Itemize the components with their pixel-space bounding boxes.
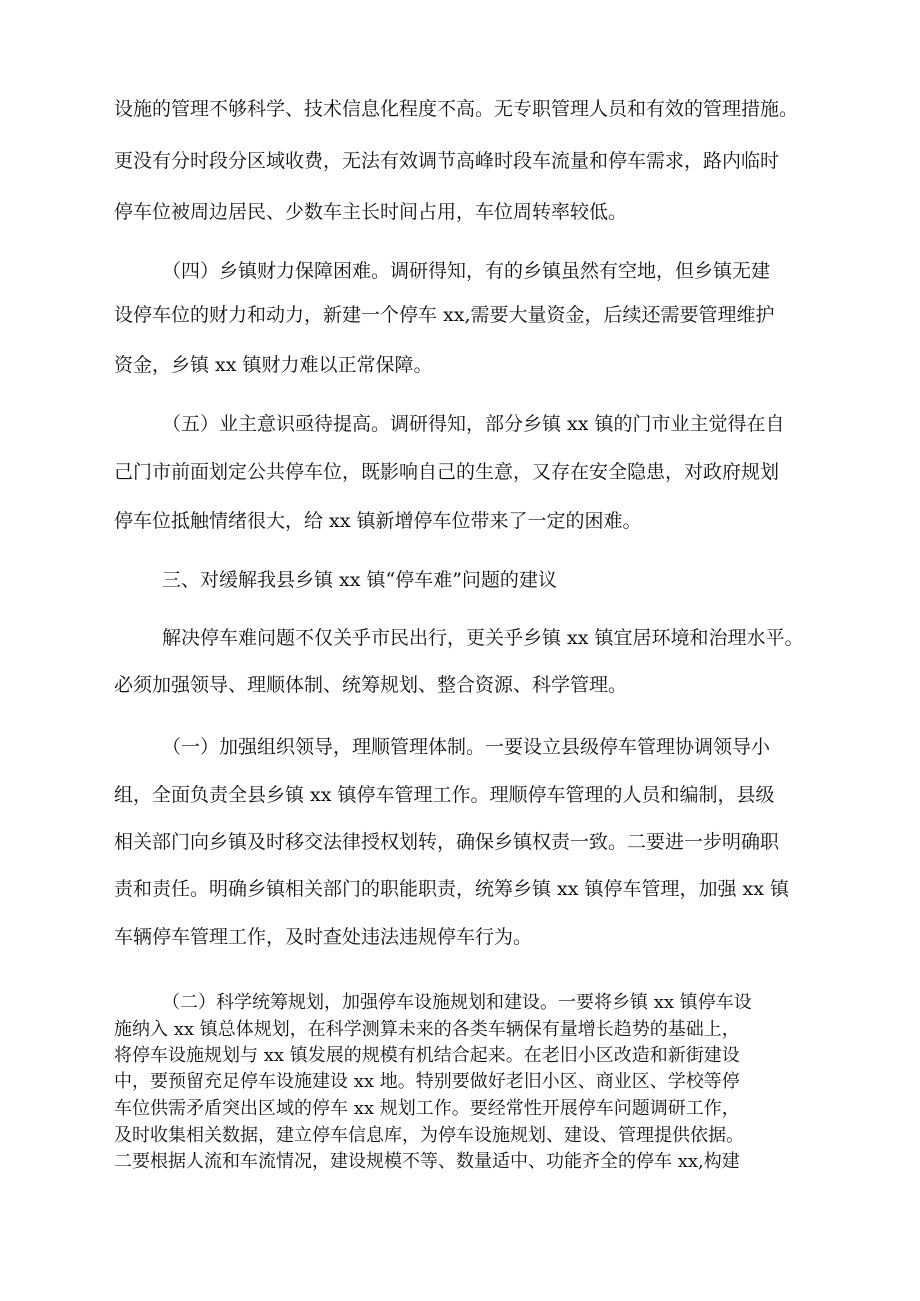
paragraph-start-line: （四）乡镇财力保障困难。调研得知，有的乡镇虽然有空地，但乡镇无建 [162,260,771,282]
text-line: 二要根据人流和车流情况，建设规模不等、数量适中、功能齐全的停车 xx,构建 [114,1151,740,1172]
paragraph-start-line: （五）业主意识亟待提高。调研得知，部分乡镇 xx 镇的门市业主觉得在自 [162,413,785,435]
text-line: 责和责任。明确乡镇相关部门的职能职责，统筹乡镇 xx 镇停车管理，加强 xx 镇 [114,878,790,900]
text-line: 施纳入 xx 镇总体规划，在科学测算未来的各类车辆保有量增长趋势的基础上， [114,1019,740,1040]
text-line: 己门市前面划定公共停车位，既影响自己的生意，又存在安全隐患，对政府规划 [114,461,780,483]
text-line: 停车位被周边居民、少数车主长时间占用，车位周转率较低。 [114,201,628,223]
text-line: 必须加强领导、理顺体制、统筹规划、整合资源、科学管理。 [114,674,628,696]
text-line: 停车位抵触情绪很大，给 xx 镇新增停车位带来了一定的困难。 [114,510,642,532]
text-line: 车位供需矛盾突出区域的停车 xx 规划工作。要经常性开展停车问题调研工作， [114,1098,740,1119]
text-line: 组，全面负责全县乡镇 xx 镇停车管理工作。理顺停车管理的人员和编制，县级 [114,784,775,806]
paragraph-start-line: 解决停车难问题不仅关乎市民出行，更关乎乡镇 xx 镇宜居环境和治理水平。 [162,627,804,649]
section-heading: 三、对缓解我县乡镇 xx 镇“停车难”问题的建议 [162,569,557,591]
text-line: 资金，乡镇 xx 镇财力难以正常保障。 [114,354,433,376]
text-line: 车辆停车管理工作，及时查处违法违规停车行为。 [114,926,533,948]
text-line: 中，要预留充足停车设施建设 xx 地。特别要做好老旧小区、商业区、学校等停 [114,1071,740,1092]
text-line: 更没有分时段分区域收费，无法有效调节高峰时段车流量和停车需求，路内临时 [114,150,780,172]
paragraph-start-line: （二）科学统筹规划，加强停车设施规划和建设。一要将乡镇 xx 镇停车设 [162,992,752,1013]
text-line: 设施的管理不够科学、技术信息化程度不高。无专职管理人员和有效的管理措施。 [114,98,799,120]
text-line: 将停车设施规划与 xx 镇发展的规模有机结合起来。在老旧小区改造和新街建设 [114,1045,740,1066]
paragraph-start-line: （一）加强组织领导，理顺管理体制。一要设立县级停车管理协调领导小 [162,736,771,758]
text-line: 及时收集相关数据，建立停车信息库，为停车设施规划、建设、管理提供依据。 [114,1125,744,1146]
text-line: 设停车位的财力和动力，新建一个停车 xx,需要大量资金，后续还需要管理维护 [114,304,775,326]
text-line: 相关部门向乡镇及时移交法律授权划转，确保乡镇权责一致。二要进一步明确职 [114,831,780,853]
